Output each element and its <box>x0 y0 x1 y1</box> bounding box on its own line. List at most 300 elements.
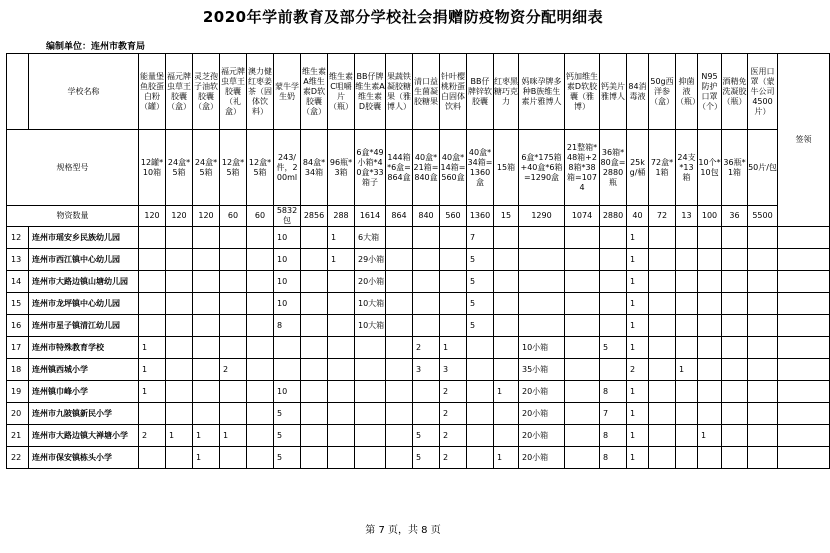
allocation-cell: 1 <box>627 381 649 403</box>
allocation-cell: 1 <box>627 293 649 315</box>
allocation-cell <box>722 337 748 359</box>
allocation-cell <box>355 425 386 447</box>
quantity-cell: 5832包 <box>274 206 301 227</box>
quantity-cell: 120 <box>166 206 193 227</box>
spec-cell: 12盒*5箱 <box>220 130 247 206</box>
allocation-cell <box>494 293 519 315</box>
allocation-cell <box>301 359 328 381</box>
allocation-cell <box>698 227 722 249</box>
sign-cell <box>778 315 830 337</box>
allocation-cell: 20小箱 <box>519 403 565 425</box>
spec-cell: 40盒*21箱=840盒 <box>413 130 440 206</box>
allocation-cell <box>440 293 467 315</box>
table-row <box>7 271 830 293</box>
allocation-cell: 1 <box>440 337 467 359</box>
column-header: 能量堡鱼胶蛋白粉（罐） <box>139 54 166 130</box>
allocation-cell <box>467 425 494 447</box>
spec-cell: 72盒*1箱 <box>649 130 676 206</box>
allocation-cell <box>386 227 413 249</box>
allocation-cell <box>565 315 600 337</box>
allocation-cell <box>166 359 193 381</box>
allocation-cell: 2 <box>627 359 649 381</box>
allocation-cell <box>722 447 748 469</box>
allocation-cell <box>600 359 627 381</box>
allocation-cell: 2 <box>440 425 467 447</box>
allocation-cell <box>220 403 247 425</box>
allocation-cell <box>166 337 193 359</box>
quantity-cell: 60 <box>247 206 274 227</box>
allocation-cell <box>649 337 676 359</box>
allocation-cell <box>467 337 494 359</box>
allocation-cell <box>565 403 600 425</box>
allocation-cell <box>722 425 748 447</box>
allocation-cell <box>698 447 722 469</box>
spec-cell: 10个*10包 <box>698 130 722 206</box>
sign-cell <box>778 425 830 447</box>
allocation-cell <box>565 381 600 403</box>
sign-cell <box>778 403 830 425</box>
school-name: 连州市西江镇中心幼儿园 <box>29 249 139 271</box>
row-index: 13 <box>7 249 29 271</box>
allocation-cell <box>220 447 247 469</box>
allocation-cell <box>565 337 600 359</box>
row-index: 18 <box>7 359 29 381</box>
allocation-cell <box>166 447 193 469</box>
allocation-cell <box>494 271 519 293</box>
allocation-cell <box>328 381 355 403</box>
quantity-row <box>7 206 830 227</box>
allocation-cell: 10 <box>274 293 301 315</box>
header-school-name: 学校名称 <box>29 54 139 130</box>
allocation-cell: 20小箱 <box>355 271 386 293</box>
allocation-cell <box>467 403 494 425</box>
column-header: 澳力健红枣姜茶（固体饮料） <box>247 54 274 130</box>
allocation-cell <box>328 425 355 447</box>
allocation-cell <box>413 227 440 249</box>
spec-cell: 24支*13箱 <box>676 130 698 206</box>
allocation-cell <box>139 249 166 271</box>
allocation-cell <box>193 359 220 381</box>
sign-cell <box>778 227 830 249</box>
allocation-cell <box>413 271 440 293</box>
column-header: BB仔牌锌软胶囊 <box>467 54 494 130</box>
allocation-cell <box>328 403 355 425</box>
allocation-cell <box>748 403 778 425</box>
allocation-cell <box>676 249 698 271</box>
allocation-cell <box>386 425 413 447</box>
allocation-cell: 1 <box>328 249 355 271</box>
row-index: 16 <box>7 315 29 337</box>
allocation-cell <box>247 227 274 249</box>
allocation-cell <box>328 315 355 337</box>
table-row <box>7 249 830 271</box>
allocation-cell <box>600 271 627 293</box>
allocation-cell <box>328 271 355 293</box>
table-row <box>7 293 830 315</box>
allocation-cell <box>301 447 328 469</box>
allocation-cell <box>519 249 565 271</box>
allocation-cell: 1 <box>494 447 519 469</box>
allocation-cell <box>139 271 166 293</box>
allocation-cell: 1 <box>627 447 649 469</box>
row-index: 14 <box>7 271 29 293</box>
school-name: 连州市保安镇栋头小学 <box>29 447 139 469</box>
allocation-cell <box>698 271 722 293</box>
allocation-cell: 5 <box>600 337 627 359</box>
allocation-cell <box>274 337 301 359</box>
allocation-cell <box>220 293 247 315</box>
allocation-cell <box>247 381 274 403</box>
allocation-cell: 8 <box>600 381 627 403</box>
table-row <box>7 337 830 359</box>
quantity-cell: 72 <box>649 206 676 227</box>
allocation-cell <box>748 381 778 403</box>
header-sign: 签领 <box>778 54 830 227</box>
allocation-cell <box>494 315 519 337</box>
school-name: 连州市大路边镇山塘幼儿园 <box>29 271 139 293</box>
table-row <box>7 381 830 403</box>
allocation-cell <box>301 249 328 271</box>
allocation-cell <box>193 337 220 359</box>
allocation-cell <box>649 249 676 271</box>
allocation-cell: 1 <box>627 403 649 425</box>
allocation-cell <box>386 249 413 271</box>
spec-label: 规格型号 <box>7 130 139 206</box>
allocation-cell: 1 <box>698 425 722 447</box>
column-header: 针叶樱桃粉蛋白固体饮料 <box>440 54 467 130</box>
allocation-cell: 5 <box>413 425 440 447</box>
allocation-cell: 10 <box>274 381 301 403</box>
allocation-cell: 1 <box>328 227 355 249</box>
allocation-cell <box>494 359 519 381</box>
allocation-cell <box>649 359 676 381</box>
school-name: 连州市龙坪镇中心幼儿园 <box>29 293 139 315</box>
allocation-cell <box>355 359 386 381</box>
allocation-cell <box>600 227 627 249</box>
allocation-cell <box>247 315 274 337</box>
spec-cell: 243/件，200ml <box>274 130 301 206</box>
allocation-cell <box>139 315 166 337</box>
allocation-cell <box>698 403 722 425</box>
allocation-cell <box>698 249 722 271</box>
allocation-cell <box>301 227 328 249</box>
row-index: 19 <box>7 381 29 403</box>
school-name: 连州镇西城小学 <box>29 359 139 381</box>
allocation-cell: 20小箱 <box>519 447 565 469</box>
allocation-cell <box>467 381 494 403</box>
allocation-cell <box>748 315 778 337</box>
allocation-cell <box>698 337 722 359</box>
allocation-cell <box>467 359 494 381</box>
allocation-cell <box>565 227 600 249</box>
allocation-cell <box>748 249 778 271</box>
allocation-cell <box>676 337 698 359</box>
allocation-cell <box>565 293 600 315</box>
spec-cell: 40盒*14箱=560盒 <box>440 130 467 206</box>
allocation-cell: 5 <box>467 293 494 315</box>
allocation-cell <box>722 249 748 271</box>
sign-cell <box>778 381 830 403</box>
allocation-cell <box>748 337 778 359</box>
allocation-cell <box>649 403 676 425</box>
allocation-cell <box>565 425 600 447</box>
allocation-cell: 35小箱 <box>519 359 565 381</box>
row-index: 15 <box>7 293 29 315</box>
allocation-cell <box>494 403 519 425</box>
allocation-cell <box>166 315 193 337</box>
allocation-cell <box>247 271 274 293</box>
allocation-cell: 5 <box>413 447 440 469</box>
allocation-cell <box>413 403 440 425</box>
quantity-cell: 15 <box>494 206 519 227</box>
allocation-cell: 5 <box>467 315 494 337</box>
allocation-cell <box>301 337 328 359</box>
allocation-cell: 10小箱 <box>519 337 565 359</box>
table-row <box>7 447 830 469</box>
quantity-cell: 2880 <box>600 206 627 227</box>
school-name: 连州镇巾峰小学 <box>29 381 139 403</box>
column-header: N95防护口罩（个） <box>698 54 722 130</box>
allocation-cell: 2 <box>220 359 247 381</box>
spec-cell: 15箱 <box>494 130 519 206</box>
school-name: 连州市九陂镇新民小学 <box>29 403 139 425</box>
allocation-cell <box>220 381 247 403</box>
allocation-cell <box>301 403 328 425</box>
allocation-cell: 10 <box>274 271 301 293</box>
allocation-cell: 8 <box>600 447 627 469</box>
allocation-cell: 2 <box>440 447 467 469</box>
allocation-cell <box>722 315 748 337</box>
allocation-cell <box>220 249 247 271</box>
allocation-cell <box>247 447 274 469</box>
allocation-cell <box>676 293 698 315</box>
allocation-cell <box>247 249 274 271</box>
spec-cell: 24盒*5箱 <box>166 130 193 206</box>
allocation-cell: 5 <box>274 425 301 447</box>
allocation-cell: 1 <box>627 227 649 249</box>
quantity-label: 物资数量 <box>7 206 139 227</box>
allocation-cell: 6大箱 <box>355 227 386 249</box>
allocation-cell <box>386 337 413 359</box>
page-footer: 第 7 页，共 8 页 <box>365 525 441 536</box>
quantity-cell: 864 <box>386 206 413 227</box>
allocation-cell <box>413 249 440 271</box>
allocation-cell <box>676 315 698 337</box>
allocation-cell <box>193 315 220 337</box>
quantity-cell: 36 <box>722 206 748 227</box>
quantity-cell: 120 <box>193 206 220 227</box>
allocation-cell <box>649 293 676 315</box>
allocation-cell <box>328 359 355 381</box>
allocation-cell <box>676 381 698 403</box>
spec-cell: 6盒*49小箱*40盒*33箱子 <box>355 130 386 206</box>
allocation-cell <box>649 315 676 337</box>
allocation-cell <box>519 271 565 293</box>
allocation-cell: 1 <box>494 381 519 403</box>
allocation-cell <box>166 381 193 403</box>
allocation-cell <box>413 381 440 403</box>
allocation-cell <box>494 425 519 447</box>
column-header: 福元牌虫草王胶囊（盒） <box>166 54 193 130</box>
column-header: 灵芝孢子油软胶囊（盒） <box>193 54 220 130</box>
allocation-cell: 29小箱 <box>355 249 386 271</box>
allocation-cell: 2 <box>440 403 467 425</box>
sign-cell <box>778 359 830 381</box>
allocation-cell <box>166 403 193 425</box>
quantity-cell: 560 <box>440 206 467 227</box>
allocation-cell <box>519 227 565 249</box>
spec-cell: 96瓶*3箱 <box>328 130 355 206</box>
allocation-cell <box>386 315 413 337</box>
allocation-cell <box>600 293 627 315</box>
allocation-cell <box>193 227 220 249</box>
allocation-cell: 1 <box>139 359 166 381</box>
school-name: 连州市特殊教育学校 <box>29 337 139 359</box>
allocation-cell <box>355 337 386 359</box>
allocation-cell <box>386 359 413 381</box>
table-row <box>7 403 830 425</box>
sign-cell <box>778 447 830 469</box>
quantity-cell: 60 <box>220 206 247 227</box>
allocation-cell: 8 <box>274 315 301 337</box>
sign-cell <box>778 249 830 271</box>
sign-cell <box>778 337 830 359</box>
quantity-cell: 1614 <box>355 206 386 227</box>
allocation-cell: 1 <box>139 381 166 403</box>
spec-cell: 84盒*34箱 <box>301 130 328 206</box>
allocation-cell: 1 <box>627 337 649 359</box>
spec-cell: 12罐*10箱 <box>139 130 166 206</box>
allocation-cell: 1 <box>220 425 247 447</box>
column-header: 酒精免洗凝胶（瓶） <box>722 54 748 130</box>
column-header: 妈咪孕牌多种B族维生素片雅博人 <box>519 54 565 130</box>
row-index: 17 <box>7 337 29 359</box>
school-name: 连州市瑶安乡民族幼儿园 <box>29 227 139 249</box>
allocation-cell <box>355 381 386 403</box>
allocation-cell: 7 <box>600 403 627 425</box>
quantity-cell: 40 <box>627 206 649 227</box>
allocation-cell <box>440 315 467 337</box>
allocation-cell: 2 <box>139 425 166 447</box>
allocation-cell <box>386 271 413 293</box>
allocation-cell <box>193 381 220 403</box>
allocation-cell <box>193 293 220 315</box>
unit-label: 编制单位：连州市教育局 <box>46 42 146 52</box>
allocation-cell <box>355 403 386 425</box>
spec-cell: 40盒*34箱=1360盒 <box>467 130 494 206</box>
column-header: 50g西洋参（盒） <box>649 54 676 130</box>
allocation-cell <box>301 293 328 315</box>
allocation-cell <box>600 249 627 271</box>
allocation-cell <box>440 249 467 271</box>
allocation-cell <box>247 337 274 359</box>
spec-row <box>7 130 830 206</box>
allocation-cell <box>328 337 355 359</box>
allocation-cell <box>247 403 274 425</box>
allocation-cell <box>676 425 698 447</box>
allocation-cell <box>328 293 355 315</box>
allocation-cell <box>494 249 519 271</box>
column-header: 红枣黑糖巧克力 <box>494 54 519 130</box>
allocation-cell <box>722 227 748 249</box>
allocation-cell: 7 <box>467 227 494 249</box>
allocation-cell <box>193 271 220 293</box>
column-header: BB仔牌维生素A维生素D胶囊 <box>355 54 386 130</box>
allocation-cell <box>413 293 440 315</box>
allocation-cell <box>139 403 166 425</box>
allocation-cell <box>565 271 600 293</box>
allocation-cell: 5 <box>467 249 494 271</box>
column-header: 维生素C咀嚼片（瓶） <box>328 54 355 130</box>
allocation-cell <box>649 425 676 447</box>
allocation-cell <box>676 403 698 425</box>
quantity-cell: 13 <box>676 206 698 227</box>
column-header: 果蔬铁凝胶糖果（雅博人） <box>386 54 413 130</box>
quantity-cell: 840 <box>413 206 440 227</box>
spec-cell: 21整箱*48箱+28箱*38箱=1074 <box>565 130 600 206</box>
allocation-cell <box>676 447 698 469</box>
allocation-cell <box>166 271 193 293</box>
allocation-cell: 2 <box>413 337 440 359</box>
allocation-cell: 1 <box>627 425 649 447</box>
allocation-cell <box>274 359 301 381</box>
spec-cell: 25kg/桶 <box>627 130 649 206</box>
sign-cell <box>778 293 830 315</box>
column-header: 抑菌液（瓶） <box>676 54 698 130</box>
allocation-cell <box>413 315 440 337</box>
column-header: 福元牌虫草王胶囊（礼盒） <box>220 54 247 130</box>
allocation-cell <box>440 271 467 293</box>
allocation-cell <box>440 227 467 249</box>
column-header: 维生素A维生素D软胶囊（盒） <box>301 54 328 130</box>
allocation-cell <box>386 447 413 469</box>
allocation-cell <box>698 359 722 381</box>
allocation-cell <box>301 381 328 403</box>
quantity-cell: 120 <box>139 206 166 227</box>
allocation-cell <box>748 227 778 249</box>
table-row <box>7 425 830 447</box>
allocation-cell: 5 <box>467 271 494 293</box>
allocation-cell: 1 <box>627 271 649 293</box>
allocation-cell <box>247 425 274 447</box>
allocation-cell <box>722 271 748 293</box>
spec-cell: 12盒*5箱 <box>247 130 274 206</box>
allocation-cell <box>649 271 676 293</box>
sign-cell <box>778 271 830 293</box>
table-row <box>7 359 830 381</box>
allocation-cell <box>386 293 413 315</box>
allocation-cell <box>467 447 494 469</box>
allocation-cell <box>494 337 519 359</box>
allocation-cell <box>494 227 519 249</box>
allocation-cell <box>193 249 220 271</box>
allocation-cell <box>722 359 748 381</box>
allocation-cell: 10大箱 <box>355 293 386 315</box>
allocation-cell <box>649 381 676 403</box>
allocation-cell <box>649 227 676 249</box>
allocation-cell: 1 <box>193 425 220 447</box>
allocation-cell <box>247 293 274 315</box>
allocation-cell <box>748 359 778 381</box>
allocation-cell: 20小箱 <box>519 381 565 403</box>
allocation-cell <box>166 227 193 249</box>
allocation-cell <box>220 337 247 359</box>
allocation-cell: 8 <box>600 425 627 447</box>
allocation-table <box>6 53 830 469</box>
column-header: 钙加维生素D软胶囊（雅博） <box>565 54 600 130</box>
allocation-cell <box>301 271 328 293</box>
allocation-cell: 1 <box>166 425 193 447</box>
